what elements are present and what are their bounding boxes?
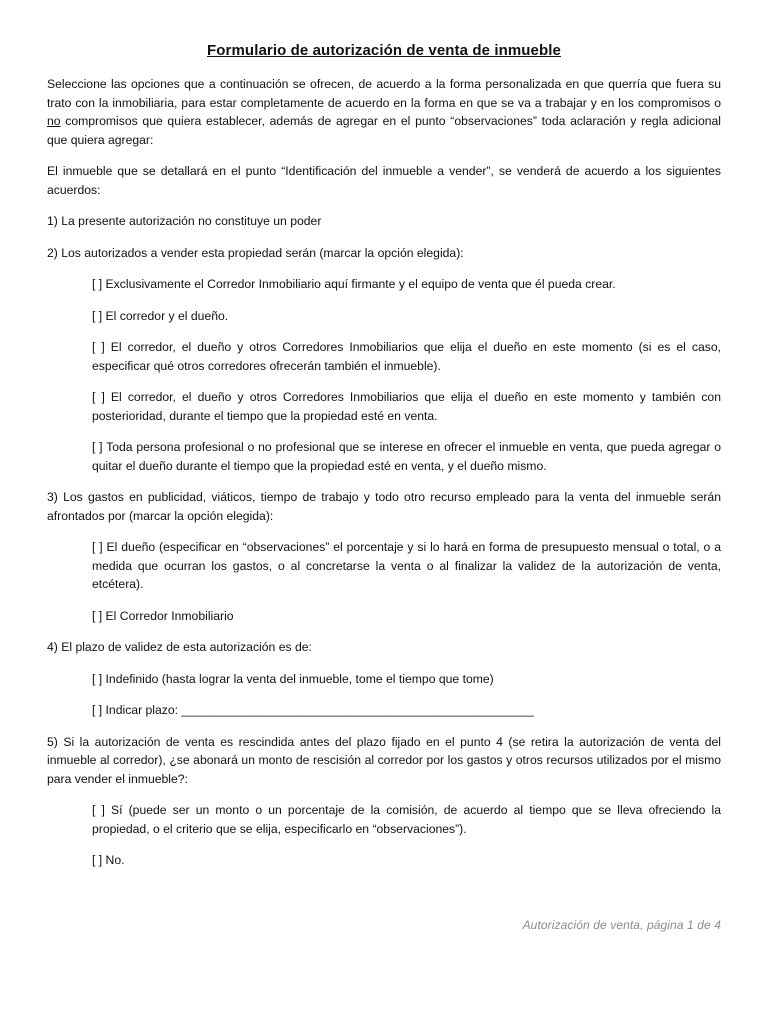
section-2-option-exclusive[interactable]: [ ] Exclusivamente el Corredor Inmobiliario aquí firmante y el equipo de venta que él pueda crear. bbox=[92, 277, 616, 291]
section-4-option-indefinite[interactable]: [ ] Indefinido (hasta lograr la venta del inmueble, tome el tiempo que tome) bbox=[92, 671, 494, 686]
document-page bbox=[47, 42, 721, 883]
section-3-option-broker[interactable]: [ ] El Corredor Inmobiliario bbox=[92, 608, 234, 623]
section-3-heading: 3) Los gastos en publicidad, viáticos, tiempo de trabajo y todo otro recurso empleado para la venta del inmueble serán afrontados por (marcar la opción elegida): bbox=[47, 490, 721, 523]
section-5-option-yes[interactable]: [ ] Sí (puede ser un monto o un porcentaje de la comisión, de acuerdo al tiempo que se lleva ofreciendo la propiedad, o el criterio que se elija, especificarlo en “observaciones”). bbox=[92, 803, 721, 836]
intro-text-start: Seleccione las opciones que a continuación se ofrecen, de acuerdo a la forma personalizada en que querría que fuera su trato con la inmobiliaria, para estar completamente de acuerdo en la forma en que se va a trabajar y en los compromisos o bbox=[47, 77, 721, 110]
section-2-option-other-brokers-now[interactable]: [ ] El corredor, el dueño y otros Corredores Inmobiliarios que elija el dueño en este momento (si es el caso, especificar qué otros corredores ofrecerán también el inmueble). bbox=[92, 340, 721, 373]
page-footer: Autorización de venta, página 1 de 4 bbox=[522, 918, 721, 932]
section-5-option-no[interactable]: [ ] No. bbox=[92, 853, 125, 867]
section-3-option-owner[interactable]: [ ] El dueño (especificar en “observaciones” el porcentaje y si lo hará en forma de presupuesto mensual o total, o a medida que ocurran los gastos, o al concretarse la venta o al finalizar la validez de la autorización de venta, etcétera). bbox=[92, 540, 721, 591]
section-2-option-other-brokers-later[interactable]: [ ] El corredor, el dueño y otros Corredores Inmobiliarios que elija el dueño en este momento y también con posterioridad, durante el tiempo que la propiedad esté en venta. bbox=[92, 390, 721, 423]
section-2-option-broker-owner[interactable]: [ ] El corredor y el dueño. bbox=[92, 308, 229, 323]
section-2-heading: 2) Los autorizados a vender esta propiedad serán (marcar la opción elegida): bbox=[47, 245, 464, 260]
statement-paragraph: El inmueble que se detallará en el punto “Identificación del inmueble a vender”, se venderá de acuerdo a los siguientes acuerdos: bbox=[47, 164, 721, 197]
document-title: Formulario de autorización de venta de inmueble bbox=[207, 42, 561, 59]
section-1: 1) La presente autorización no constituye un poder bbox=[47, 214, 322, 228]
intro-paragraph bbox=[47, 75, 721, 149]
intro-text-end: compromisos que quiera establecer, además de agregar en el punto “observaciones” toda aclaración y regla adicional que quiera agregar: bbox=[47, 114, 721, 147]
section-2-option-anyone[interactable]: [ ] Toda persona profesional o no profesional que se interese en ofrecer el inmueble en venta, que pueda agregar o quitar el dueño durante el tiempo que la propiedad esté en venta, y el dueño mismo. bbox=[92, 440, 721, 473]
intro-emphasis: no bbox=[47, 114, 61, 128]
section-4-heading: 4) El plazo de validez de esta autorización es de: bbox=[47, 640, 312, 654]
section-4-option-term[interactable]: [ ] Indicar plazo: ____________________________________________________ bbox=[92, 703, 534, 717]
section-5-heading: 5) Si la autorización de venta es rescindida antes del plazo fijado en el punto 4 (se retira la autorización de venta del inmueble al corredor), ¿se abonará un monto de rescisión al corredor por los gastos y otros recursos utilizados por el mismo para vender el inmueble?: bbox=[47, 734, 721, 786]
